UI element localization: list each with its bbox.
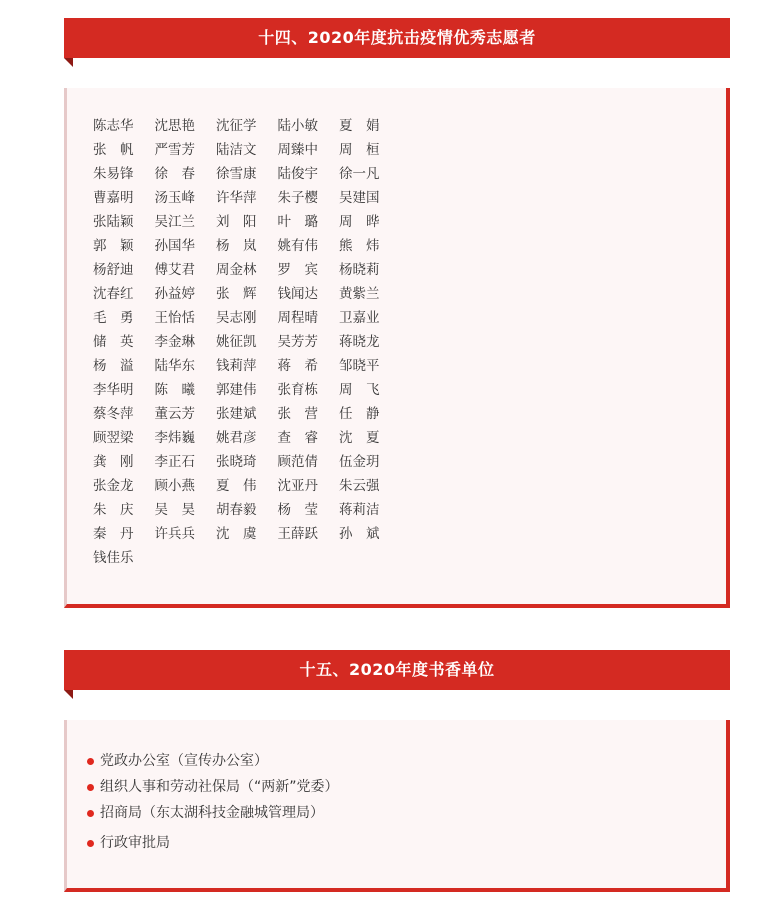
volunteer-name: 李正石 [154, 454, 195, 470]
volunteer-name: 钱佳乐 [93, 550, 134, 566]
volunteer-name: 吴 昊 [154, 502, 195, 518]
volunteer-name: 罗 宾 [277, 262, 318, 278]
volunteer-name: 董云芳 [154, 406, 195, 422]
volunteer-name: 孙 斌 [339, 526, 380, 542]
volunteer-name: 蒋晓龙 [339, 334, 380, 350]
banner-fold-decoration [64, 690, 73, 699]
volunteer-name: 陆俊宇 [277, 166, 318, 182]
volunteer-name: 许兵兵 [154, 526, 195, 542]
volunteer-name: 周 桓 [339, 142, 380, 158]
volunteer-name: 储 英 [93, 334, 134, 350]
volunteer-name: 钱闻达 [277, 286, 318, 302]
volunteer-name: 陈志华 [93, 118, 134, 134]
volunteer-name: 徐 春 [154, 166, 195, 182]
volunteer-name: 严雪芳 [154, 142, 195, 158]
volunteer-name: 胡春毅 [216, 502, 257, 518]
volunteer-name: 陈 曦 [154, 382, 195, 398]
volunteer-name: 姚征凯 [216, 334, 257, 350]
volunteer-name: 汤玉峰 [154, 190, 195, 206]
volunteer-name: 杨晓莉 [339, 262, 380, 278]
volunteer-name: 李炜巍 [154, 430, 195, 446]
book-units-panel [64, 720, 730, 892]
volunteer-name: 朱易锋 [93, 166, 134, 182]
volunteer-name: 姚有伟 [277, 238, 318, 254]
bullet-dot-icon [87, 840, 94, 847]
book-unit-label: 招商局（东太湖科技金融城管理局） [100, 805, 324, 821]
volunteer-name: 叶 璐 [277, 214, 318, 230]
volunteer-name: 沈征学 [216, 118, 257, 134]
volunteer-name: 张晓琦 [216, 454, 257, 470]
volunteer-name: 陆洁文 [216, 142, 257, 158]
volunteer-name: 张育栋 [277, 382, 318, 398]
volunteer-name: 卫嘉业 [339, 310, 380, 326]
volunteer-name: 曹嘉明 [93, 190, 134, 206]
volunteer-name: 周 飞 [339, 382, 380, 398]
volunteer-name: 黄紫兰 [339, 286, 380, 302]
volunteer-name: 张 辉 [216, 286, 257, 302]
volunteer-name: 李金琳 [154, 334, 195, 350]
volunteer-name: 蒋莉洁 [339, 502, 380, 518]
book-unit-item [87, 800, 339, 826]
volunteer-name: 周臻中 [277, 142, 318, 158]
volunteer-name: 龚 刚 [93, 454, 134, 470]
volunteer-name: 蒋 希 [277, 358, 318, 374]
book-unit-label: 行政审批局 [100, 835, 170, 851]
bullet-dot-icon [87, 758, 94, 765]
volunteer-name: 王薛跃 [277, 526, 318, 542]
volunteer-name: 朱云强 [339, 478, 380, 494]
volunteer-name: 毛 勇 [93, 310, 134, 326]
volunteer-names-panel [64, 88, 730, 608]
volunteer-name: 朱子樱 [277, 190, 318, 206]
volunteer-name: 周金林 [216, 262, 257, 278]
volunteer-name: 王怡恬 [154, 310, 195, 326]
volunteer-name: 伍金玥 [339, 454, 380, 470]
volunteer-name: 吴志刚 [216, 310, 257, 326]
volunteer-name: 张金龙 [93, 478, 134, 494]
volunteer-name: 徐一凡 [339, 166, 380, 182]
book-unit-label: 党政办公室（宣传办公室） [100, 753, 268, 769]
volunteer-name: 邹晓平 [339, 358, 380, 374]
volunteer-name: 顾小燕 [154, 478, 195, 494]
volunteer-name-grid [93, 114, 401, 570]
volunteer-name: 周 晔 [339, 214, 380, 230]
volunteer-name: 夏 娟 [339, 118, 380, 134]
volunteer-name: 杨 溢 [93, 358, 134, 374]
book-unit-list [87, 748, 339, 856]
bullet-dot-icon [87, 810, 94, 817]
volunteer-name: 张 帆 [93, 142, 134, 158]
volunteer-name: 沈 夏 [339, 430, 380, 446]
volunteer-name: 杨 莹 [277, 502, 318, 518]
section-15-banner [64, 650, 730, 690]
bullet-dot-icon [87, 784, 94, 791]
volunteer-name: 沈思艳 [154, 118, 195, 134]
volunteer-name: 杨舒迪 [93, 262, 134, 278]
volunteer-name: 孙益婷 [154, 286, 195, 302]
section-14-banner [64, 18, 730, 58]
book-unit-item [87, 748, 339, 774]
volunteer-name: 沈 虞 [216, 526, 257, 542]
volunteer-name: 夏 伟 [216, 478, 257, 494]
volunteer-name: 顾范倩 [277, 454, 318, 470]
section-15-title: 十五、2020年度书香单位 [299, 660, 495, 679]
book-unit-item [87, 830, 339, 856]
volunteer-name: 傅艾君 [154, 262, 195, 278]
volunteer-name: 任 静 [339, 406, 380, 422]
volunteer-name: 钱莉萍 [216, 358, 257, 374]
volunteer-name: 张建斌 [216, 406, 257, 422]
volunteer-name: 刘 阳 [216, 214, 257, 230]
volunteer-name: 许华萍 [216, 190, 257, 206]
volunteer-name: 沈亚丹 [277, 478, 318, 494]
section-14-title: 十四、2020年度抗击疫情优秀志愿者 [258, 28, 536, 47]
volunteer-name: 徐雪康 [216, 166, 257, 182]
volunteer-name: 陆小敏 [277, 118, 318, 134]
volunteer-name: 郭建伟 [216, 382, 257, 398]
book-unit-label: 组织人事和劳动社保局（“两新”党委） [100, 779, 339, 795]
volunteer-name: 朱 庆 [93, 502, 134, 518]
volunteer-name: 秦 丹 [93, 526, 134, 542]
banner-fold-decoration [64, 58, 73, 67]
volunteer-name: 陆华东 [154, 358, 195, 374]
volunteer-name: 蔡冬萍 [93, 406, 134, 422]
volunteer-name: 沈春红 [93, 286, 134, 302]
book-unit-item [87, 774, 339, 800]
volunteer-name: 周程晴 [277, 310, 318, 326]
volunteer-name: 孙国华 [154, 238, 195, 254]
volunteer-name: 顾翌梁 [93, 430, 134, 446]
volunteer-name: 张 营 [277, 406, 318, 422]
volunteer-name: 张陆颖 [93, 214, 134, 230]
volunteer-name: 郭 颖 [93, 238, 134, 254]
volunteer-name: 吴江兰 [154, 214, 195, 230]
volunteer-name: 姚君彦 [216, 430, 257, 446]
volunteer-name: 李华明 [93, 382, 134, 398]
volunteer-name: 吴芳芳 [277, 334, 318, 350]
volunteer-name: 吴建国 [339, 190, 380, 206]
volunteer-name: 熊 炜 [339, 238, 380, 254]
volunteer-name: 杨 岚 [216, 238, 257, 254]
volunteer-name: 查 睿 [277, 430, 318, 446]
